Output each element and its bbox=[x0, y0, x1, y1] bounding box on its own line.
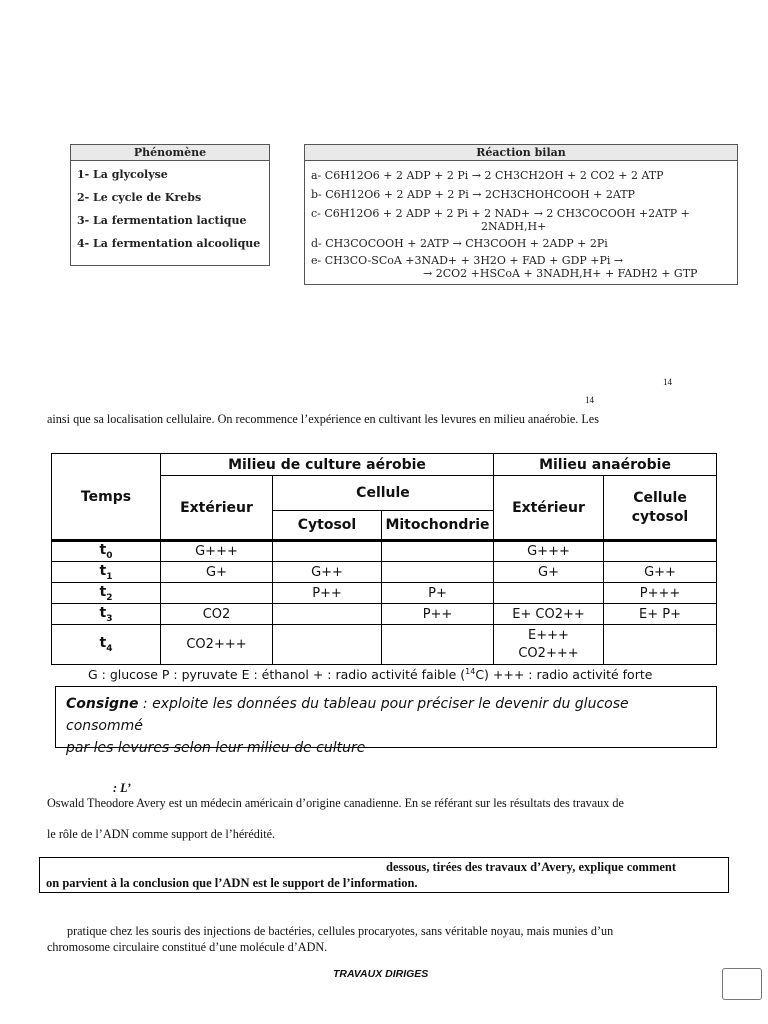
superscript-14: 14 bbox=[663, 377, 672, 387]
cell-value: G++ bbox=[311, 564, 343, 580]
cell-value: CO2+++ bbox=[186, 637, 247, 652]
phenomenon-item: 3- La fermentation lactique bbox=[77, 214, 247, 227]
data-cell bbox=[161, 625, 273, 665]
cell-value: P++ bbox=[422, 606, 453, 622]
legend-text: C) +++ : radio activité forte bbox=[475, 667, 653, 683]
legend-text: G : glucose P : pyruvate E : éthanol + : radio activité faible ( bbox=[88, 667, 466, 683]
time-subscript: 0 bbox=[106, 550, 113, 561]
reaction-line: a- C6H12O6 + 2 ADP + 2 Pi → 2 CH3CH2OH + 2 CO2 + 2 ATP bbox=[311, 169, 664, 182]
header-cellule: Cellule bbox=[273, 476, 494, 511]
consigne-label: Consigne bbox=[66, 696, 139, 712]
avery-paragraph: le rôle de l’ADN comme support de l’hérédité. bbox=[47, 827, 276, 841]
time-label: t bbox=[99, 562, 107, 579]
reaction-line: → 2CO2 +HSCoA + 3NADH,H+ + FADH2 + GTP bbox=[423, 267, 698, 280]
cell-value: G+++ bbox=[195, 544, 238, 559]
data-cell bbox=[604, 541, 717, 562]
time-cell bbox=[52, 562, 161, 583]
time-subscript: 1 bbox=[106, 571, 113, 582]
table-row bbox=[52, 541, 717, 562]
header-mitochondrie: Mitochondrie bbox=[382, 511, 494, 541]
header-cytosol: Cytosol bbox=[273, 511, 382, 541]
time-cell bbox=[52, 583, 161, 604]
table-row bbox=[52, 625, 717, 665]
time-cell bbox=[52, 625, 161, 665]
cell-value: E+ P+ bbox=[639, 606, 681, 622]
consigne-line: par les levures selon leur milieu de culture bbox=[66, 740, 366, 756]
phenomenon-item: 2- Le cycle de Krebs bbox=[77, 191, 202, 204]
time-subscript: 4 bbox=[106, 643, 113, 654]
time-subscript: 2 bbox=[106, 592, 113, 603]
intro-text: ainsi que sa localisation cellulaire. On recommence l’expérience en cultivant les levures en milieu anaérobie. Les bbox=[47, 412, 599, 426]
data-cell bbox=[604, 562, 717, 583]
header-temps: Temps bbox=[52, 454, 161, 541]
data-cell bbox=[273, 562, 382, 583]
reaction-line: c- C6H12O6 + 2 ADP + 2 Pi + 2 NAD+ → 2 CH3COCOOH +2ATP + bbox=[311, 207, 690, 220]
data-cell bbox=[161, 541, 273, 562]
practice-paragraph: chromosome circulaire constitué d’une molécule d’ADN. bbox=[47, 940, 328, 954]
cell-value: E+ CO2++ bbox=[512, 606, 585, 622]
data-cell bbox=[494, 583, 604, 604]
header-exterieur: Extérieur bbox=[161, 476, 273, 541]
phenomenon-item: 1- La glycolyse bbox=[77, 168, 168, 181]
avery-paragraph: Oswald Theodore Avery est un médecin américain d’origine canadienne. En se référant sur les résultats des travaux de bbox=[47, 796, 624, 810]
time-subscript: 3 bbox=[106, 613, 113, 624]
data-cell bbox=[494, 562, 604, 583]
table-legend bbox=[88, 667, 652, 682]
data-cell bbox=[382, 604, 494, 625]
header-aerobie: Milieu de culture aérobie bbox=[161, 454, 494, 476]
data-cell bbox=[382, 562, 494, 583]
data-cell bbox=[604, 604, 717, 625]
data-cell bbox=[273, 604, 382, 625]
reaction-line: b- C6H12O6 + 2 ADP + 2 Pi → 2CH3CHOHCOOH + 2ATP bbox=[311, 188, 635, 201]
cell-value: G++ bbox=[644, 564, 676, 580]
phenomenon-item: 4- La fermentation alcoolique bbox=[77, 237, 261, 250]
data-cell bbox=[273, 625, 382, 665]
cell-value: G+++ bbox=[527, 544, 570, 559]
results-table bbox=[51, 453, 716, 665]
header-anaerobie: Milieu anaérobie bbox=[494, 454, 717, 476]
data-cell bbox=[382, 541, 494, 562]
phenomena-header: Phénomène bbox=[71, 145, 270, 161]
cell-value: P++ bbox=[312, 585, 342, 601]
question-line: on parvient à la conclusion que l’ADN est le support de l’information. bbox=[46, 876, 418, 890]
cell-value: P+++ bbox=[639, 585, 681, 601]
data-cell bbox=[604, 625, 717, 665]
cell-value: G+ bbox=[538, 564, 559, 580]
data-cell bbox=[273, 583, 382, 604]
time-label: t bbox=[99, 635, 107, 652]
table-row bbox=[52, 562, 717, 583]
question-box bbox=[39, 857, 729, 893]
reaction-line: 2NADH,H+ bbox=[481, 220, 547, 233]
data-cell bbox=[604, 583, 717, 604]
superscript-14: 14 bbox=[585, 395, 594, 405]
header-cellule-cytosol bbox=[604, 476, 717, 541]
header-cellule-label: Cellule bbox=[633, 490, 687, 506]
cell-value: CO2 bbox=[202, 606, 231, 622]
reactions-header: Réaction bilan bbox=[305, 145, 738, 161]
data-cell bbox=[161, 562, 273, 583]
reactions-table bbox=[304, 144, 738, 285]
data-cell bbox=[161, 583, 273, 604]
data-cell bbox=[494, 541, 604, 562]
data-cell bbox=[161, 604, 273, 625]
header-exterieur-anaerobie: Extérieur bbox=[494, 476, 604, 541]
data-cell bbox=[494, 604, 604, 625]
footer-title: TRAVAUX DIRIGES bbox=[333, 968, 429, 980]
section-marker: : L’ bbox=[113, 781, 131, 795]
header-cytosol-label: cytosol bbox=[631, 509, 689, 525]
page-curl-icon bbox=[722, 968, 762, 1000]
cell-value: G+ bbox=[206, 564, 227, 580]
time-cell bbox=[52, 604, 161, 625]
consigne-line bbox=[66, 693, 706, 737]
table-row bbox=[52, 604, 717, 625]
cell-value: P+ bbox=[428, 585, 447, 601]
cell-value: E+++ bbox=[528, 628, 569, 643]
practice-paragraph: pratique chez les souris des injections de bactéries, cellules procaryotes, sans véritable noyau, mais munies d’un bbox=[67, 924, 614, 938]
question-line: dessous, tirées des travaux d’Avery, explique comment bbox=[386, 860, 677, 874]
reaction-line: d- CH3COCOOH + 2ATP → CH3COOH + 2ADP + 2Pi bbox=[311, 237, 608, 250]
consigne-box bbox=[55, 686, 717, 756]
time-label: t bbox=[99, 542, 107, 559]
time-label: t bbox=[99, 604, 107, 621]
reaction-line: e- CH3CO-SCoA +3NAD+ + 3H2O + FAD + GDP +Pi → bbox=[311, 254, 624, 267]
data-cell bbox=[273, 541, 382, 562]
time-label: t bbox=[99, 583, 107, 600]
consigne-text: : exploite les données du tableau pour préciser le devenir du glucose consommé bbox=[66, 696, 629, 734]
data-cell bbox=[382, 625, 494, 665]
table-row bbox=[52, 583, 717, 604]
time-cell bbox=[52, 541, 161, 562]
data-cell bbox=[382, 583, 494, 604]
cell-value: CO2+++ bbox=[518, 646, 579, 661]
phenomena-table bbox=[70, 144, 270, 266]
legend-superscript: 14 bbox=[465, 667, 476, 676]
data-cell bbox=[494, 625, 604, 665]
